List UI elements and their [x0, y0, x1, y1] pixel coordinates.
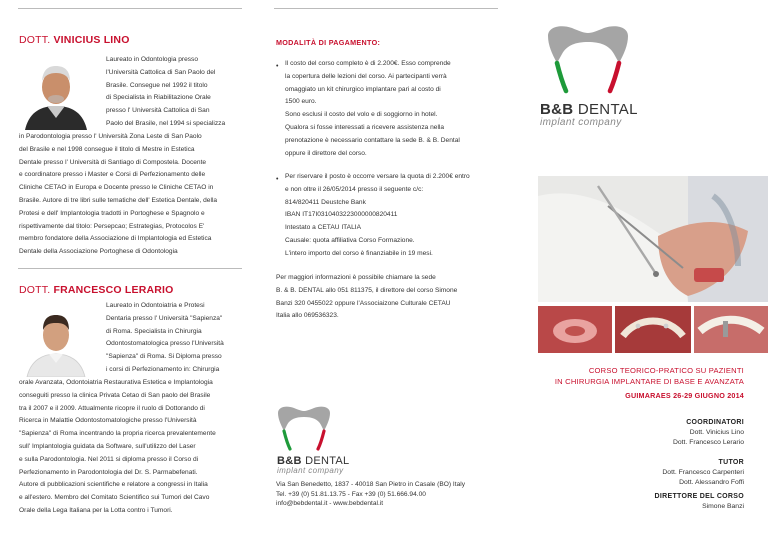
doctor1-name: VINICIUS LINO	[53, 34, 130, 46]
bio-line: di Specialista in Riabilitazione Orale	[106, 94, 211, 102]
brand-name-rest: DENTAL	[573, 101, 638, 118]
bio-line: membro fondatore della Associazione di Implantologia ed Estetica	[19, 235, 212, 243]
brand-tagline: implant company	[540, 117, 622, 128]
bio-line: e sulla Parodontologia. Nel 2011 si diploma presso il Corso di	[19, 455, 199, 463]
brand-logo-mark	[274, 405, 334, 451]
coordinator-name: Dott. Francesco Lerario	[672, 439, 744, 446]
coordinator-name: Dott. Vinicius Lino	[689, 429, 744, 436]
tutor-name: Dott. Francesco Carpenteri	[662, 469, 744, 476]
bio-line: sull' Implantologia guidata da Software, sull'utilizzo del Laser	[19, 442, 196, 450]
payment-heading: MODALITÀ DI PAGAMENTO:	[276, 38, 381, 47]
column-payment	[256, 0, 512, 537]
doctor2-photo	[19, 303, 93, 377]
brand-tagline: implant company	[277, 466, 344, 475]
doctor2-bio-full	[19, 377, 236, 518]
bio-line: Cliniche CETAO in Europa e Docente presso le Cliniche CETAO in	[19, 184, 214, 192]
bullet-dot: •	[276, 63, 279, 70]
text-line: prenotazione è necessario contattare la sede B. & B. Dental	[285, 136, 460, 144]
bio-line: "Sapienza" di Roma incentrando la propria ricerca prevalentemente	[19, 430, 216, 438]
brand-name-bold: B&B	[277, 455, 302, 467]
doctor1-heading	[19, 34, 130, 46]
text-line: omaggiato un kit chirurgico implantare pari al costo di	[285, 85, 441, 93]
brand-wordmark	[277, 455, 349, 475]
text-line: Per maggiori informazioni è possibile chiamare la sede	[276, 274, 436, 281]
bio-line: i corsi di Perfezionamento in: Chirurgia	[106, 365, 220, 373]
bio-line: del Brasile e nel 1998 consegue il titolo di Mestre in Estetica	[19, 145, 195, 153]
bio-line: tra il 2007 e il 2009. Attualmente ricopre il ruolo di Dottorando di	[19, 404, 205, 412]
bio-line: l'Università Cattolica di San Paolo del	[106, 68, 216, 76]
bio-line: Brasile. Consegue nel 1992 il titolo	[106, 81, 208, 89]
bullet-dot: •	[276, 176, 279, 183]
brand-wordmark	[540, 101, 638, 128]
text-line: la copertura delle lezioni del corso. Ai partecipanti verrà	[285, 72, 447, 80]
payment-bullet-2	[285, 171, 499, 261]
course-title-line2: IN CHIRURGIA IMPLANTARE DI BASE E AVANZATA	[554, 377, 744, 386]
course-title-line1: CORSO TEORICO-PRATICO SU PAZIENTI	[588, 366, 744, 375]
bio-line: conseguiti presso la clinica Privata Cetao di San paolo del Brasile	[19, 391, 211, 399]
bio-line: Laureato in Odontologia presso	[106, 56, 199, 63]
bio-line: e coordinatore presso i Master e Corsi di Perfezionamento delle	[19, 171, 206, 179]
column-cover	[512, 0, 768, 537]
text-line: Banzi 320 0455022 oppure l'Associaizone Culturale CETAU	[276, 299, 451, 307]
brand-logo-mark	[542, 24, 634, 94]
doctor2-bio-right	[106, 300, 236, 377]
doctor1-bio-full	[19, 131, 236, 259]
bio-line: rispettivamente dal titolo: Persepcao; Estrategias, Protocolos E'	[19, 222, 205, 230]
doctor2-heading	[19, 284, 174, 296]
text-line: e non oltre il 26/05/2014 presso il seguente c/c:	[285, 185, 424, 193]
company-address	[276, 480, 506, 509]
course-title	[555, 365, 744, 401]
bio-line: "Sapienza" di Roma. Si Diploma presso	[106, 353, 222, 361]
text-line: B. & B. DENTAL allo 051 811375, il direttore del corso Simone	[276, 286, 458, 294]
brand-name	[540, 101, 638, 118]
text-line: Italia allo 069536323.	[276, 312, 339, 320]
tutor-heading: TUTOR	[718, 459, 744, 466]
bio-line: Dentale della Associazione Portoghese di Odontologia	[19, 248, 178, 256]
bio-line: Perfezionamento in Parodontologia del Dr. S. Parmabefenati.	[19, 468, 198, 476]
bio-line: Autore di pubblicazioni scientifiche e relatore a congressi in Italia	[19, 481, 208, 489]
bio-line: Protesi e dell' Implantologia tradotti in Portoghese e Spagnolo e	[19, 209, 205, 217]
bio-line: Dentale presso l' Università di Santiago di Compostela. Docente	[19, 158, 207, 166]
text-line: Sono esclusi il costo del volo e di soggiorno in hotel.	[285, 111, 438, 119]
course-roles	[655, 418, 744, 512]
coordinators-heading: COORDINATORI	[686, 419, 744, 426]
divider	[274, 8, 498, 9]
bio-line: Odontostomatologica presso l'Università	[106, 340, 224, 348]
text-line: 1500 euro.	[285, 98, 317, 106]
text-line: L'intero importo del corso è finanziabile in 19 mesi.	[285, 249, 433, 257]
brand-name-bold: B&B	[540, 101, 574, 118]
bio-line: Orale della Lega Italiana per la Lotta contro i Tumori.	[19, 506, 173, 514]
address-line: Tel. +39 (0) 51.81.13.75 - Fax +39 (0) 51.666.94.00	[276, 490, 426, 498]
bio-line: orale Avanzata, Odontoiatria Restaurativa Estetica e Implantologia	[19, 379, 213, 386]
director-name: Simone Banzi	[702, 503, 744, 510]
doctor2-title: DOTT.	[19, 284, 51, 296]
clinical-photo-collage	[538, 176, 768, 353]
bio-line: Brasile. Autore di tre libri sulle tematiche dell' Estetica Dentale, della	[19, 196, 218, 204]
bio-line: e all'estero. Membro del Comitato Scientifico sui Tumori del Cavo	[19, 494, 210, 502]
text-line: Causale: quota affiliativa Corso Formazione.	[285, 236, 415, 244]
text-line: Per riservare il posto è occorre versare la quota di 2.200€ entro	[285, 173, 470, 180]
bio-line: Paolo del Brasile, nel 1994 si specializza	[106, 119, 226, 127]
divider	[18, 8, 242, 9]
tutor-name: Dott. Alessandro Foffi	[679, 479, 744, 486]
course-date: GUIMARAES 26-29 GIUGNO 2014	[625, 391, 744, 400]
text-line: oppure il direttore del corso.	[285, 149, 367, 157]
text-line: Qualora si fosse interessati a ricevere assistenza nella	[285, 123, 445, 131]
bio-line: presso l' Università Cattolica di San	[106, 107, 210, 115]
text-line: IBAN IT17I0310403223000000820411	[285, 211, 398, 219]
bio-line: Dentaria presso l' Università "Sapienza"	[106, 314, 223, 322]
doctor1-title: DOTT.	[19, 34, 51, 46]
address-line: Via San Benedetto, 1837 - 40018 San Pietro in Casale (BO) Italy	[276, 481, 466, 488]
bio-line: Ricerca in Malattie Odontostomatologiche presso l'Università	[19, 417, 197, 425]
text-line: 814/820411 Deustche Bank	[285, 198, 366, 206]
bio-line: di Roma. Specialista in Chirurgia	[106, 327, 202, 335]
brand-name-rest: DENTAL	[301, 455, 350, 467]
payment-bullet-1	[285, 58, 499, 160]
info-paragraph	[276, 272, 498, 323]
doctor1-bio-right	[106, 54, 236, 131]
bio-line: in Parodontologia presso l' Università Zona Leste di San Paolo	[19, 133, 202, 140]
doctor2-name: FRANCESCO LERARIO	[53, 284, 174, 296]
text-line: Intestato a CETAU ITALIA	[285, 224, 361, 232]
address-line: info@bebdental.it - www.bebdental.it	[276, 500, 384, 508]
bio-line: Laureato in Odontoiatria e Protesi	[106, 302, 205, 309]
doctor1-photo	[19, 56, 93, 130]
spacer	[655, 448, 744, 458]
divider	[18, 268, 242, 269]
text-line: Il costo del corso completo è di 2.200€. Esso comprende	[285, 60, 451, 67]
director-heading: DIRETTORE DEL CORSO	[654, 493, 744, 500]
column-doctors	[0, 0, 256, 537]
